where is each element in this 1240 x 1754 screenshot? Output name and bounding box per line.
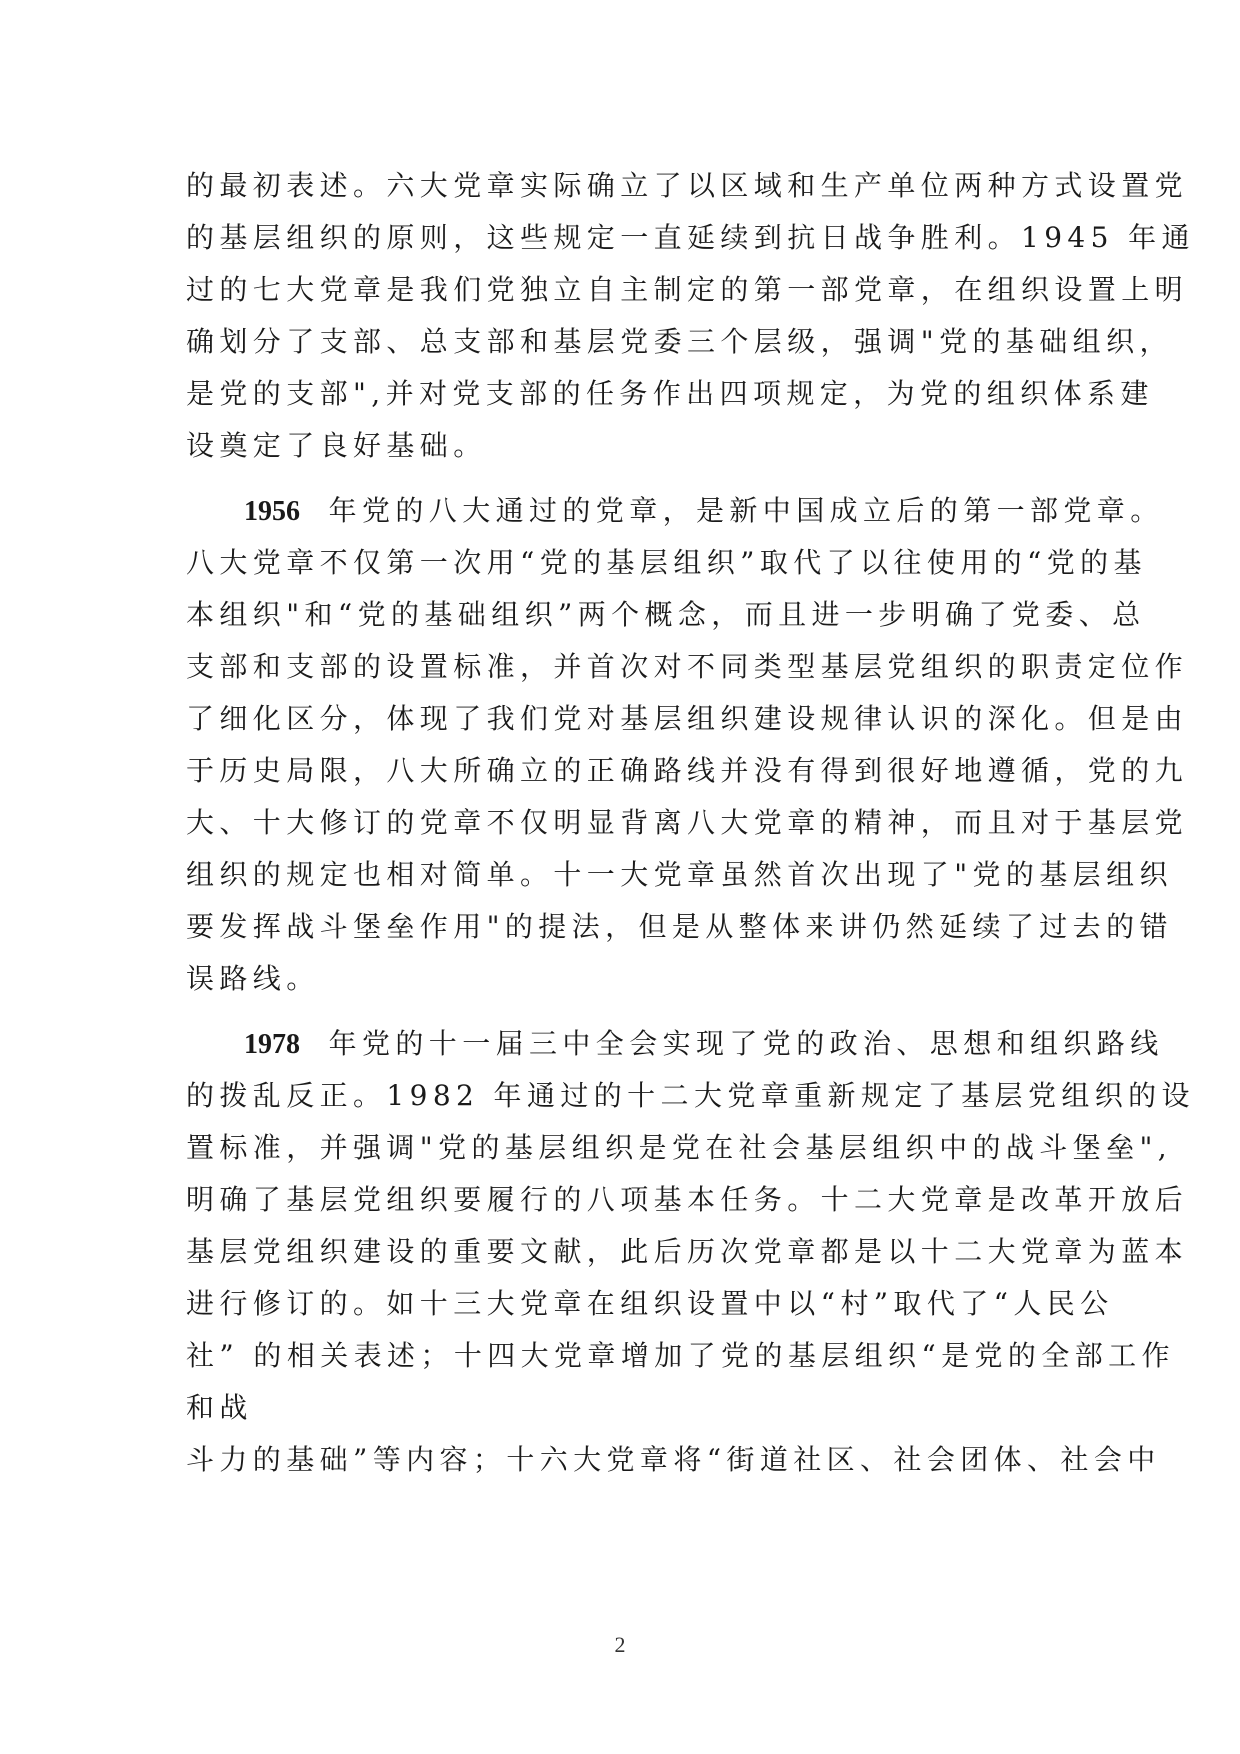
text-line: 的最初表述。六大党章实际确立了以区域和生产单位两种方式设置党	[186, 169, 1189, 202]
year-1978: 1978	[244, 1029, 300, 1060]
text-line: 组织的规定也相对简单。十一大党章虽然首次出现了"党的基层组织	[186, 858, 1173, 891]
text-line: 明确了基层党组织要履行的八项基本任务。十二大党章是改革开放后	[186, 1183, 1189, 1216]
year-1956: 1956	[244, 496, 300, 527]
paragraph-2	[186, 485, 1189, 1005]
text-line: 的基层组织的原则，这些规定一直延续到抗日战争胜利。1945 年通	[186, 221, 1195, 254]
text-line: 本组织"和“党的基础组织”两个概念，而且进一步明确了党委、总	[186, 598, 1146, 631]
text-line: 确划分了支部、总支部和基层党委三个层级，强调"党的基础组织，	[186, 325, 1173, 358]
text-line: 斗力的基础”等内容；十六大党章将“街道社区、社会团体、社会中	[186, 1443, 1161, 1476]
text-line: 了细化区分，体现了我们党对基层组织建设规律认识的深化。但是由	[186, 702, 1189, 735]
text-line: 大、十大修订的党章不仅明显背离八大党章的精神，而且对于基层党	[186, 806, 1189, 839]
text-line: 社” 的相关表述；十四大党章增加了党的基层组织“是党的全部工作	[186, 1339, 1175, 1372]
paragraph-1	[186, 160, 1195, 472]
text-line: 基层党组织建设的重要文献，此后历次党章都是以十二大党章为蓝本	[186, 1235, 1189, 1268]
text-line: 年党的十一届三中全会实现了党的政治、思想和组织路线	[328, 1027, 1164, 1060]
paragraph-spacer	[186, 1005, 1054, 1018]
text-line: 支部和支部的设置标准，并首次对不同类型基层党组织的职责定位作	[186, 650, 1189, 683]
paragraph-spacer	[186, 472, 1054, 485]
text-line: 是党的支部",并对党支部的任务作出四项规定，为党的组织体系建	[186, 377, 1154, 410]
body-text	[186, 160, 1195, 1486]
text-line: 设奠定了良好基础。	[186, 429, 487, 462]
text-line: 置标准，并强调"党的基层组织是党在社会基层组织中的战斗堡垒",	[186, 1131, 1173, 1164]
text-line: 过的七大党章是我们党独立自主制定的第一部党章，在组织设置上明	[186, 273, 1189, 306]
text-line: 误路线。	[186, 962, 320, 995]
text-line: 于历史局限，八大所确立的正确路线并没有得到很好地遵循，党的九	[186, 754, 1189, 787]
text-line: 和战	[186, 1391, 253, 1424]
paragraph-first-line	[186, 485, 1164, 537]
paragraph-3	[186, 1018, 1195, 1486]
text-line: 进行修订的。如十三大党章在组织设置中以“村”取代了“人民公	[186, 1287, 1114, 1320]
paragraph-first-line	[186, 1018, 1164, 1070]
text-line: 要发挥战斗堡垒作用"的提法，但是从整体来讲仍然延续了过去的错	[186, 910, 1173, 943]
text-line: 的拨乱反正。1982 年通过的十二大党章重新规定了基层党组织的设	[186, 1079, 1195, 1112]
text-line: 八大党章不仅第一次用“党的基层组织”取代了以往使用的“党的基	[186, 546, 1147, 579]
text-line: 年党的八大通过的党章，是新中国成立后的第一部党章。	[328, 494, 1164, 527]
page-number: 2	[614, 1632, 626, 1657]
